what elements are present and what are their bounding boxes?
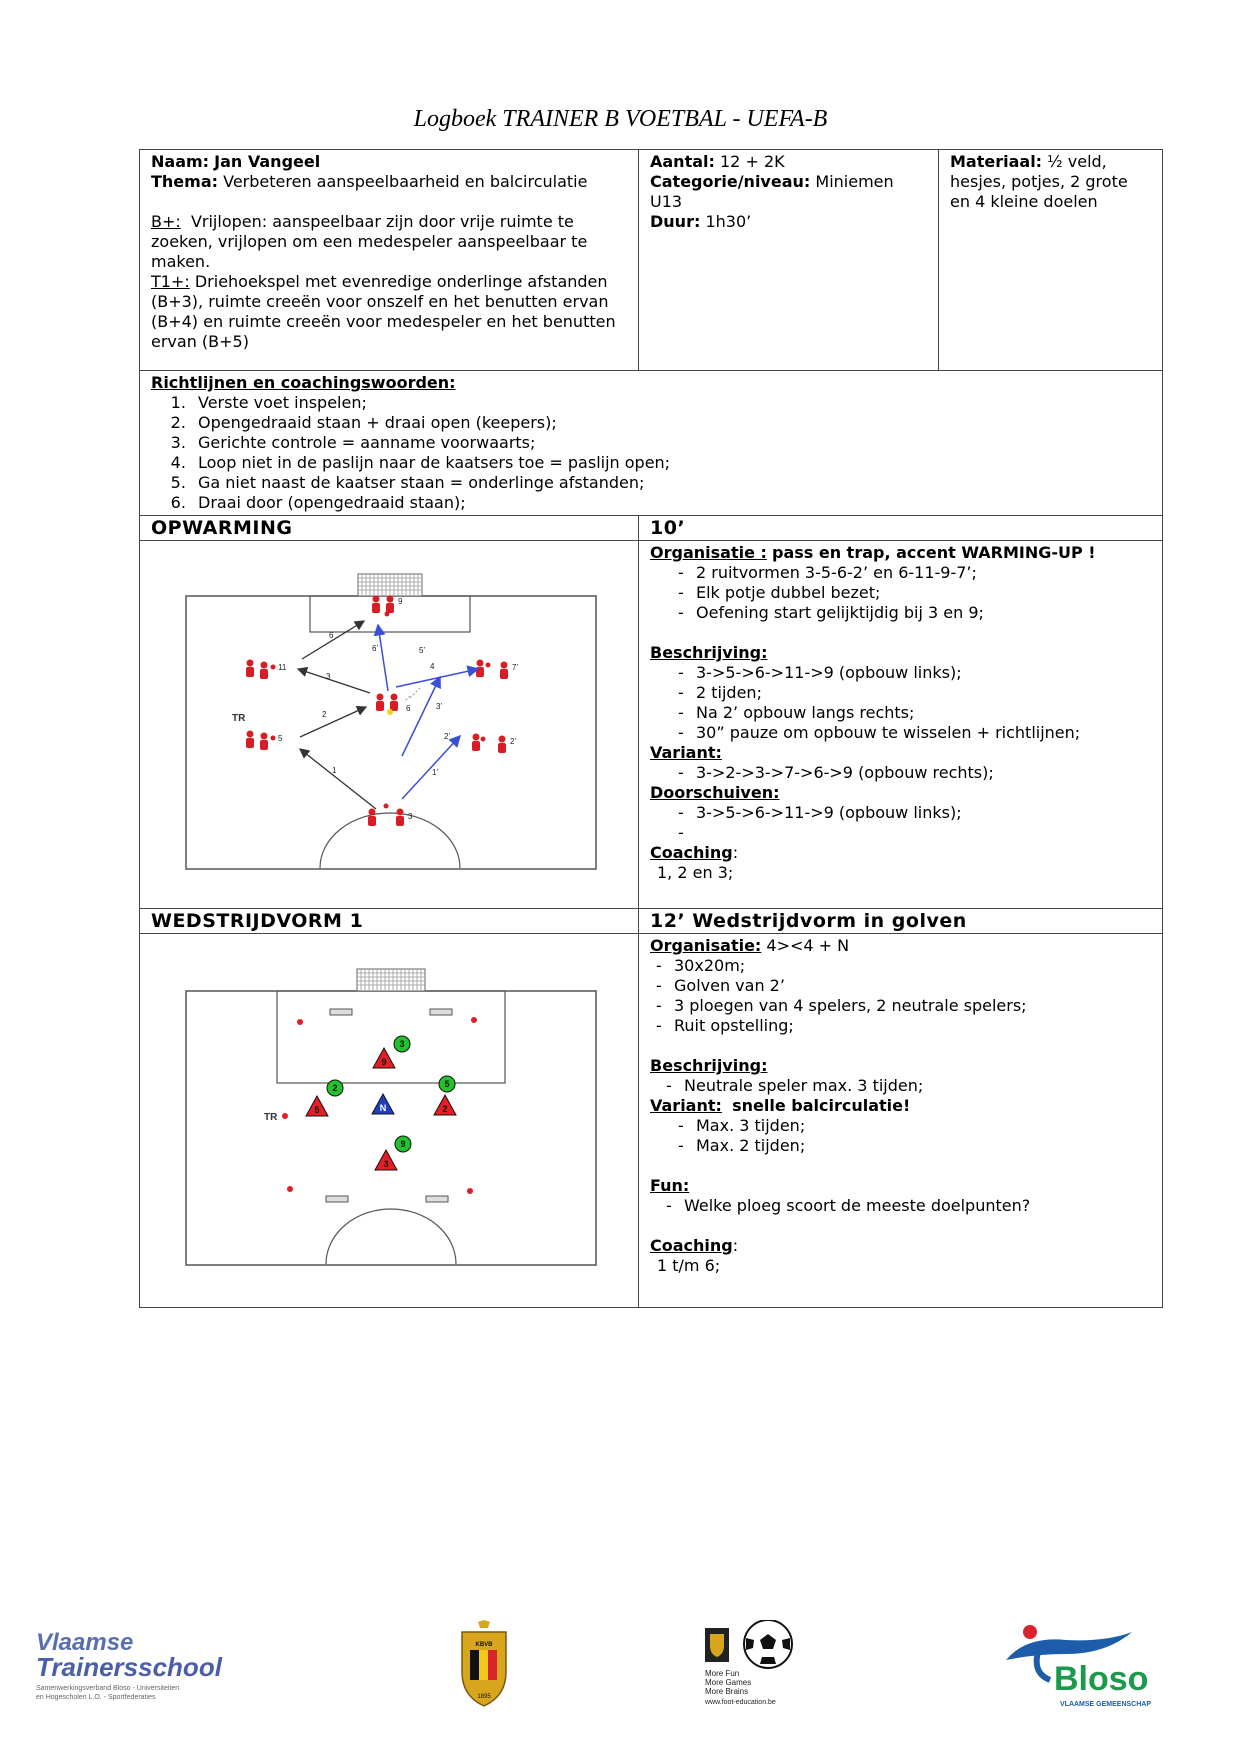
list-item: - Ruit opstelling; xyxy=(656,1016,1151,1036)
svg-text:5: 5 xyxy=(444,1079,450,1089)
cone-icon xyxy=(385,612,390,617)
player-icon xyxy=(246,731,254,749)
opwarming-title: OPWARMING xyxy=(140,516,639,541)
svg-text:Samenwerkingsverband Bloso - U: Samenwerkingsverband Bloso - Universiteiten xyxy=(36,1685,180,1692)
player-icon xyxy=(472,734,480,752)
wv-besch-label: Beschrijving: xyxy=(650,1056,768,1075)
list-item: - 3->5->6->11->9 (opbouw links); xyxy=(678,803,1151,823)
kbvb-crest-logo xyxy=(462,1620,506,1706)
vlaamse-trainersschool-logo xyxy=(36,1629,223,1701)
cone-icon xyxy=(467,1188,473,1194)
aantal-value: 12 + 2K xyxy=(720,152,785,171)
list-item: - Max. 3 tijden; xyxy=(678,1116,1151,1136)
svg-text:More Brains: More Brains xyxy=(705,1687,749,1696)
player-icon xyxy=(500,662,508,680)
player-icon xyxy=(476,660,484,678)
header-row xyxy=(140,150,1163,371)
materiaal-value: ½ veld, hesjes, potjes, 2 grote en 4 kleine doelen xyxy=(950,152,1128,211)
wedstrijd-title: WEDSTRIJDVORM 1 xyxy=(140,909,639,934)
thema-label: Thema: xyxy=(151,172,219,191)
duur-value: 1h30’ xyxy=(705,212,752,231)
opw-org-label: Organisatie : xyxy=(650,543,767,562)
list-item: - 3 ploegen van 4 spelers, 2 neutrale spelers; xyxy=(656,996,1151,1016)
duur-label: Duur: xyxy=(650,212,701,231)
header-cell-theme xyxy=(140,150,639,371)
diagram-label: 1’ xyxy=(432,768,439,777)
thema-value: Verbeteren aanspeelbaarheid en balcirculatie xyxy=(223,172,588,191)
trainer-label: TR xyxy=(232,713,246,724)
svg-text:3: 3 xyxy=(383,1159,389,1169)
opw-coach-colon: : xyxy=(732,843,739,862)
goal-net-icon xyxy=(358,574,422,596)
t1-plus-label: T1+: xyxy=(151,272,190,291)
opw-org-list xyxy=(650,563,1151,623)
richtlijnen-row xyxy=(140,371,1163,516)
opw-besch-list xyxy=(650,663,1151,743)
wedstrijd-time: 12’ Wedstrijdvorm in golven xyxy=(639,909,1163,934)
list-item: - Elk potje dubbel bezet; xyxy=(678,583,1151,603)
list-item: - 30” pauze om opbouw te wisselen + richtlijnen; xyxy=(678,723,1151,743)
richtlijn-item: 4. Loop niet in de paslijn naar de kaatsers toe = paslijn open; xyxy=(191,453,1151,473)
player-icon xyxy=(260,662,268,680)
player-icon xyxy=(368,809,376,827)
player-icon xyxy=(246,660,254,678)
opw-coach-label: Coaching xyxy=(650,843,733,862)
wv-fun-label: Fun: xyxy=(650,1176,690,1195)
opwarming-diagram-cell xyxy=(140,541,639,909)
wv-variant-value: snelle balcirculatie! xyxy=(732,1096,911,1115)
opw-org-value: pass en trap, accent WARMING-UP ! xyxy=(771,543,1096,562)
opwarming-diagram xyxy=(140,541,639,903)
materiaal-label: Materiaal: xyxy=(950,152,1043,171)
list-item: - Welke ploeg scoort de meeste doelpunten? xyxy=(666,1196,1151,1216)
richtlijnen-cell xyxy=(140,371,1163,516)
svg-text:N: N xyxy=(379,1103,387,1113)
svg-text:Vlaamse: Vlaamse xyxy=(36,1629,134,1656)
logbook-table xyxy=(139,149,1163,1308)
small-goal-icon xyxy=(430,1009,452,1015)
opwarming-time: 10’ xyxy=(639,516,1163,541)
opwarming-row xyxy=(140,541,1163,909)
cone-icon xyxy=(287,1186,293,1192)
svg-text:More Fun: More Fun xyxy=(705,1669,740,1678)
player-icon xyxy=(390,694,398,712)
diagram-label: 5’ xyxy=(419,646,426,655)
diagram-label: 9 xyxy=(398,597,403,606)
wedstrijd-diagram xyxy=(140,934,639,1302)
wv-coach-colon: : xyxy=(732,1236,739,1255)
player-icon xyxy=(498,736,506,754)
svg-text:3: 3 xyxy=(399,1039,405,1049)
list-item: - 3->5->6->11->9 (opbouw links); xyxy=(678,663,1151,683)
list-item: - Golven van 2’ xyxy=(656,976,1151,996)
b-plus-text: Vrijlopen: aanspeelbaar zijn door vrije ruimte te zoeken, vrijlopen om een medespeler aanspeelbaar te maken. xyxy=(151,212,588,271)
svg-text:Trainersschool: Trainersschool xyxy=(36,1652,222,1682)
diagram-label: 2 xyxy=(322,710,327,719)
svg-text:Bloso: Bloso xyxy=(1054,1660,1149,1698)
richtlijnen-title: Richtlijnen en coachingswoorden: xyxy=(151,373,456,392)
cone-icon xyxy=(481,737,486,742)
wv-fun-list xyxy=(650,1196,1151,1216)
wv-variant-list xyxy=(650,1116,1151,1156)
bloso-logo xyxy=(1006,1625,1151,1708)
diagram-label: 3 xyxy=(326,672,331,681)
opwarming-text-cell xyxy=(639,541,1163,909)
wedstrijd-text-cell xyxy=(639,934,1163,1308)
cone-icon xyxy=(471,1017,477,1023)
svg-text:KBVB: KBVB xyxy=(475,1642,493,1648)
wv-besch-list xyxy=(650,1076,1151,1096)
small-goal-icon xyxy=(326,1196,348,1202)
opw-variant-list xyxy=(650,763,1151,783)
footer-logos xyxy=(0,1620,1241,1740)
diagram-label: 2’ xyxy=(444,732,451,741)
richtlijn-item: 2. Opengedraaid staan + draai open (keepers); xyxy=(191,413,1151,433)
svg-text:en Hogescholen L.O. - Sportfed: en Hogescholen L.O. - Sportfederaties xyxy=(36,1694,156,1701)
wv-coach-value: 1 t/m 6; xyxy=(657,1256,721,1275)
svg-text:9: 9 xyxy=(400,1139,406,1149)
wedstrijd-diagram-cell xyxy=(140,934,639,1308)
wedstrijd-row xyxy=(140,934,1163,1308)
pitch xyxy=(186,991,596,1265)
diagram-label: 6 xyxy=(329,631,334,640)
svg-text:5: 5 xyxy=(314,1105,320,1115)
player-icon xyxy=(376,694,384,712)
t1-plus-text: Driehoekspel met evenredige onderlinge afstanden (B+3), ruimte creeën voor onszelf en het benutten ervan (B+4) en ruimte creeën voor medespeler en het benutten ervan (B+5) xyxy=(151,272,616,351)
trainer-label: TR xyxy=(264,1112,278,1123)
cone-icon xyxy=(384,804,389,809)
diagram-label: 6 xyxy=(406,704,411,713)
footer-logos-svg xyxy=(0,1620,1241,1740)
small-goal-icon xyxy=(426,1196,448,1202)
richtlijnen-list xyxy=(151,393,1151,513)
list-item: - Na 2’ opbouw langs rechts; xyxy=(678,703,1151,723)
list-item: - 2 tijden; xyxy=(678,683,1151,703)
green-player-icon xyxy=(395,1136,411,1152)
naam-value: Jan Vangeel xyxy=(214,152,321,171)
richtlijn-item: 6. Draai door (opengedraaid staan); xyxy=(191,493,1151,513)
diagram-label: 3’ xyxy=(436,702,443,711)
wv-variant-label: Variant: xyxy=(650,1096,722,1115)
svg-text:VLAAMSE GEMEENSCHAP: VLAAMSE GEMEENSCHAP xyxy=(1060,1701,1152,1708)
opw-variant-label: Variant: xyxy=(650,743,722,762)
wv-org-list xyxy=(650,956,1151,1036)
richtlijn-item: 5. Ga niet naast de kaatser staan = onderlinge afstanden; xyxy=(191,473,1151,493)
opw-door-list xyxy=(650,803,1151,823)
foot-education-logo xyxy=(704,1620,792,1706)
cone-icon xyxy=(282,1113,288,1119)
player-icon xyxy=(386,596,394,614)
diagram-label: 2’ xyxy=(510,737,517,746)
wedstrijd-header-row xyxy=(140,909,1163,934)
svg-text:More Games: More Games xyxy=(705,1678,752,1687)
opw-door-label: Doorschuiven: xyxy=(650,783,780,802)
opw-besch-label: Beschrijving: xyxy=(650,643,768,662)
diagram-label: 7’ xyxy=(512,663,519,672)
document-title: Logboek TRAINER B VOETBAL - UEFA-B xyxy=(413,106,828,132)
richtlijn-item: 3. Gerichte controle = aanname voorwaarts; xyxy=(191,433,1151,453)
svg-text:9: 9 xyxy=(381,1057,387,1067)
list-item: - Oefening start gelijktijdig bij 3 en 9; xyxy=(678,603,1151,623)
list-item: - 30x20m; xyxy=(656,956,1151,976)
aantal-label: Aantal: xyxy=(650,152,715,171)
cone-icon xyxy=(297,1019,303,1025)
green-player-icon xyxy=(439,1076,455,1092)
cone-icon xyxy=(271,665,276,670)
diagram-label: 4 xyxy=(430,662,435,671)
wv-org-label: Organisatie: xyxy=(650,936,762,955)
svg-text:2: 2 xyxy=(442,1104,448,1114)
goal-net-icon xyxy=(357,969,425,991)
diagram-label: 6’ xyxy=(372,644,379,653)
svg-text:1895: 1895 xyxy=(477,1694,491,1700)
diagram-label: 3 xyxy=(408,812,413,821)
categorie-label: Categorie/niveau: xyxy=(650,172,811,191)
header-cell-material xyxy=(939,150,1163,371)
opw-coach-value: 1, 2 en 3; xyxy=(657,863,734,882)
cone-icon xyxy=(271,736,276,741)
svg-text:www.foot-education.be: www.foot-education.be xyxy=(705,1699,776,1706)
richtlijn-item: 1. Verste voet inspelen; xyxy=(191,393,1151,413)
list-item: - Neutrale speler max. 3 tijden; xyxy=(666,1076,1151,1096)
ball-icon xyxy=(387,709,393,715)
opwarming-header-row xyxy=(140,516,1163,541)
cone-icon xyxy=(486,663,491,668)
b-plus-label: B+: xyxy=(151,212,181,231)
player-icon xyxy=(396,809,404,827)
diagram-label: 1 xyxy=(332,766,337,775)
green-player-icon xyxy=(327,1080,343,1096)
small-goal-icon xyxy=(330,1009,352,1015)
list-item: - 2 ruitvormen 3-5-6-2’ en 6-11-9-7’; xyxy=(678,563,1151,583)
header-cell-group xyxy=(639,150,939,371)
categorie-value: Miniemen U13 xyxy=(650,172,894,211)
list-item: - 3->2->3->7->6->9 (opbouw rechts); xyxy=(678,763,1151,783)
green-player-icon xyxy=(394,1036,410,1052)
wv-coach-label: Coaching xyxy=(650,1236,733,1255)
diagram-label: 5 xyxy=(278,734,283,743)
svg-text:2: 2 xyxy=(332,1083,338,1093)
player-icon xyxy=(260,733,268,751)
naam-label: Naam: xyxy=(151,152,210,171)
player-icon xyxy=(372,596,380,614)
list-item: - Max. 2 tijden; xyxy=(678,1136,1151,1156)
wv-org-value: 4><4 + N xyxy=(766,936,850,955)
diagram-label: 11 xyxy=(278,663,287,672)
